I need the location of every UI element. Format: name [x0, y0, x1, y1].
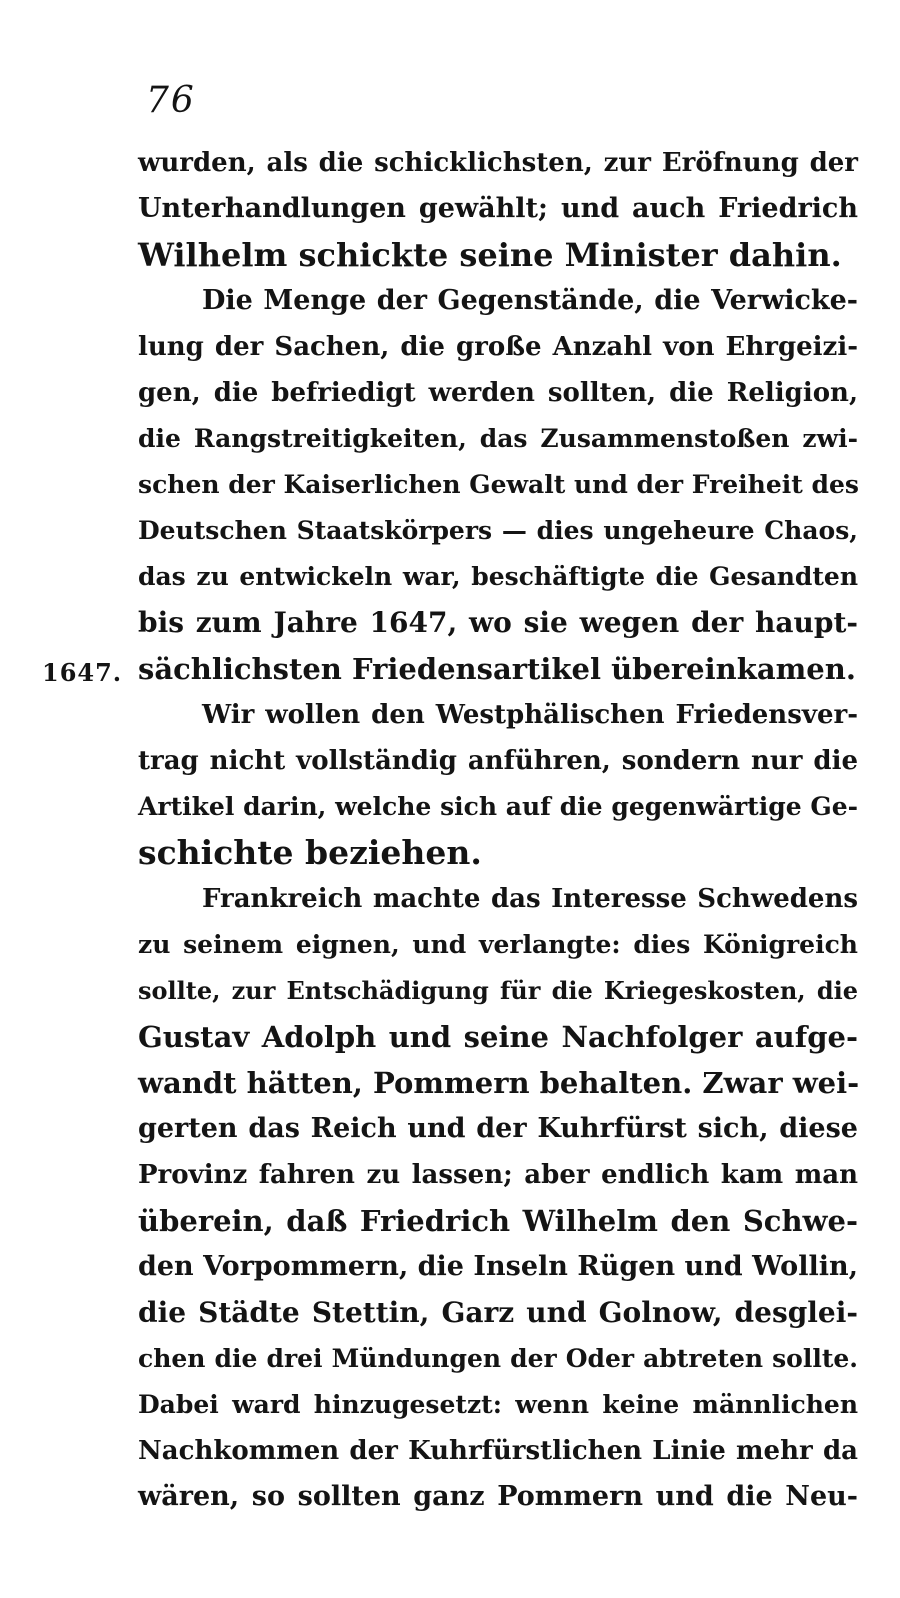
text-line: sächlichsten Friedensartikel übereinkamen. — [138, 652, 856, 686]
text-line: gen, die befriedigt werden sollten, die Religion, — [138, 378, 858, 408]
text-line: sollte, zur Entschädigung für die Kriegeskosten, die — [138, 976, 858, 1005]
text-line: wären, so sollten ganz Pommern und die Neu- — [138, 1481, 858, 1512]
margin-note-year: 1647. — [42, 658, 123, 687]
text-line: schen der Kaiserlichen Gewalt und der Freiheit des — [138, 470, 859, 499]
text-line: die Rangstreitigkeiten, das Zusammenstoßen zwi- — [138, 424, 858, 453]
text-line: das zu entwickeln war, beschäftigte die Gesandten — [138, 562, 858, 591]
text-line: bis zum Jahre 1647, wo sie wegen der haupt- — [138, 606, 858, 639]
text-line: lung der Sachen, die große Anzahl von Ehrgeizi- — [138, 332, 858, 362]
text-line: Nachkommen der Kuhrfürstlichen Linie mehr da — [138, 1436, 858, 1466]
text-line: Gustav Adolph und seine Nachfolger aufge- — [138, 1020, 858, 1054]
text-line: zu seinem eignen, und verlangte: dies Königreich — [138, 930, 858, 959]
text-line: Wilhelm schickte seine Minister dahin. — [138, 236, 842, 274]
text-line: überein, daß Friedrich Wilhelm den Schwe- — [138, 1204, 858, 1238]
text-line: Unterhandlungen gewählt; und auch Friedrich — [138, 193, 858, 224]
text-line: Dabei ward hinzugesetzt: wenn keine männlichen — [138, 1390, 858, 1419]
text-line: schichte beziehen. — [138, 833, 482, 872]
text-line: trag nicht vollständig anführen, sondern nur die — [138, 746, 858, 776]
text-line: die Städte Stettin, Garz und Golnow, desglei- — [138, 1296, 858, 1329]
text-line: wurden, als die schicklichsten, zur Eröfnung der — [138, 148, 858, 178]
text-line: gerten das Reich und der Kuhrfürst sich, diese — [138, 1113, 858, 1144]
text-line: Artikel darin, welche sich auf die gegenwärtige Ge- — [138, 792, 858, 821]
text-line: Deutschen Staatskörpers — dies ungeheure Chaos, — [138, 516, 858, 545]
page-number: 76 — [146, 80, 196, 121]
text-line: chen die drei Mündungen der Oder abtreten sollte. — [138, 1344, 858, 1373]
text-line: Provinz fahren zu lassen; aber endlich kam man — [138, 1160, 858, 1190]
text-line: Wir wollen den Westphälischen Friedensver- — [202, 700, 858, 730]
text-line: wandt hätten, Pommern behalten. Zwar wei- — [138, 1066, 860, 1100]
text-line: Die Menge der Gegenstände, die Verwicke- — [202, 285, 858, 316]
text-line: Frankreich machte das Interesse Schwedens — [202, 884, 858, 914]
text-line: den Vorpommern, die Inseln Rügen und Wollin, — [138, 1251, 858, 1282]
